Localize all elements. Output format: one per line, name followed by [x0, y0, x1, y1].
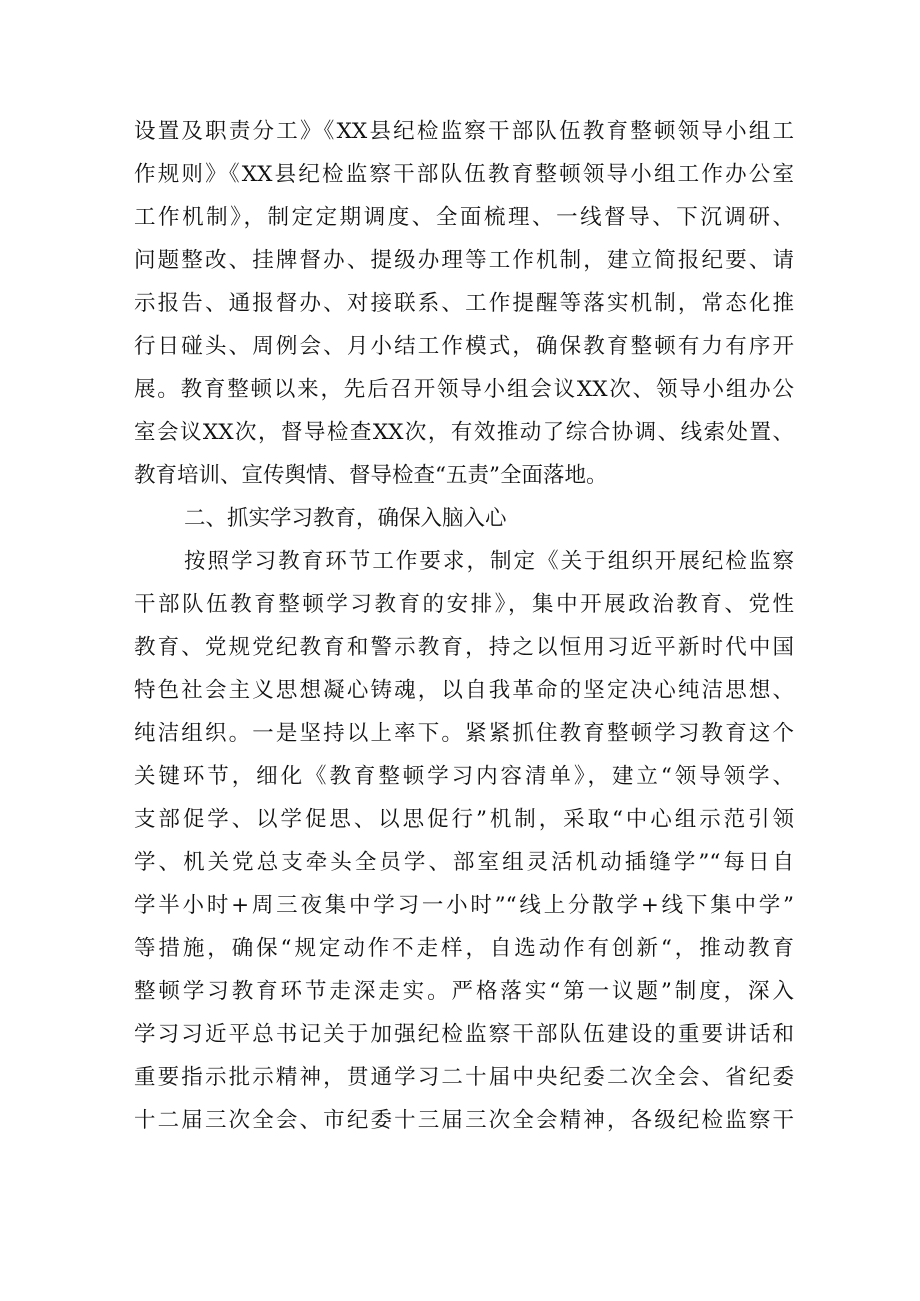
paragraph-1-line: 行日碰头、周例会、月小结工作模式，确保教育整顿有力有序开	[134, 334, 794, 359]
paragraph-2-line: 十二届三次全会、市纪委十三届三次全会精神，各级纪检监察干	[134, 1108, 794, 1133]
section-heading: 二、抓实学习教育，确保入脑入心	[184, 506, 507, 531]
paragraph-1-line: 设置及职责分工》《XX县纪检监察干部队伍教育整顿领导小组工	[134, 119, 794, 144]
paragraph-2-line: 干部队伍教育整顿学习教育的安排》，集中开展政治教育、党性	[134, 592, 794, 617]
paragraph-1-line: 作规则》《XX县纪检监察干部队伍教育整顿领导小组工作办公室	[134, 162, 794, 187]
paragraph-1-line: 室会议XX次，督导检查XX次，有效推动了综合协调、线索处置、	[134, 420, 794, 445]
paragraph-2-line: 整顿学习教育环节走深走实。严格落实“第一议题”制度，深入	[134, 979, 794, 1004]
paragraph-2-line: 学习习近平总书记关于加强纪检监察干部队伍建设的重要讲话和	[134, 1022, 794, 1047]
paragraph-1-line: 工作机制》，制定定期调度、全面梳理、一线督导、下沉调研、	[134, 205, 794, 230]
paragraph-2-line: 等措施，确保“规定动作不走样，自选动作有创新“，推动教育	[134, 936, 794, 961]
paragraph-2-line: 特色社会主义思想凝心铸魂，以自我革命的坚定决心纯洁思想、	[134, 678, 794, 703]
paragraph-2-line: 教育、党规党纪教育和警示教育，持之以恒用习近平新时代中国	[134, 635, 794, 660]
document-body	[134, 110, 794, 1142]
paragraph-1-line: 展。教育整顿以来，先后召开领导小组会议XX次、领导小组办公	[134, 377, 794, 402]
paragraph-1-line: 教育培训、宣传舆情、督导检查“五责”全面落地。	[134, 463, 608, 488]
paragraph-2-line: 重要指示批示精神，贯通学习二十届中央纪委二次全会、省纪委	[134, 1065, 794, 1090]
paragraph-2-line: 学、机关党总支牵头全员学、部室组灵活机动插缝学”“每日自	[134, 850, 794, 875]
paragraph-2-line: 纯洁组织。一是坚持以上率下。紧紧抓住教育整顿学习教育这个	[134, 721, 794, 746]
paragraph-2-line: 支部促学、以学促思、以思促行”机制，采取“中心组示范引领	[134, 807, 794, 832]
paragraph-1-line: 示报告、通报督办、对接联系、工作提醒等落实机制，常态化推	[134, 291, 794, 316]
paragraph-2-line: 按照学习教育环节工作要求，制定《关于组织开展纪检监察	[184, 549, 794, 574]
paragraph-2-line: 关键环节，细化《教育整顿学习内容清单》，建立“领导领学、	[134, 764, 794, 789]
paragraph-1-line: 问题整改、挂牌督办、提级办理等工作机制，建立简报纪要、请	[134, 248, 794, 273]
paragraph-2-line: 学半小时+周三夜集中学习一小时”“线上分散学+线下集中学”	[134, 893, 794, 918]
